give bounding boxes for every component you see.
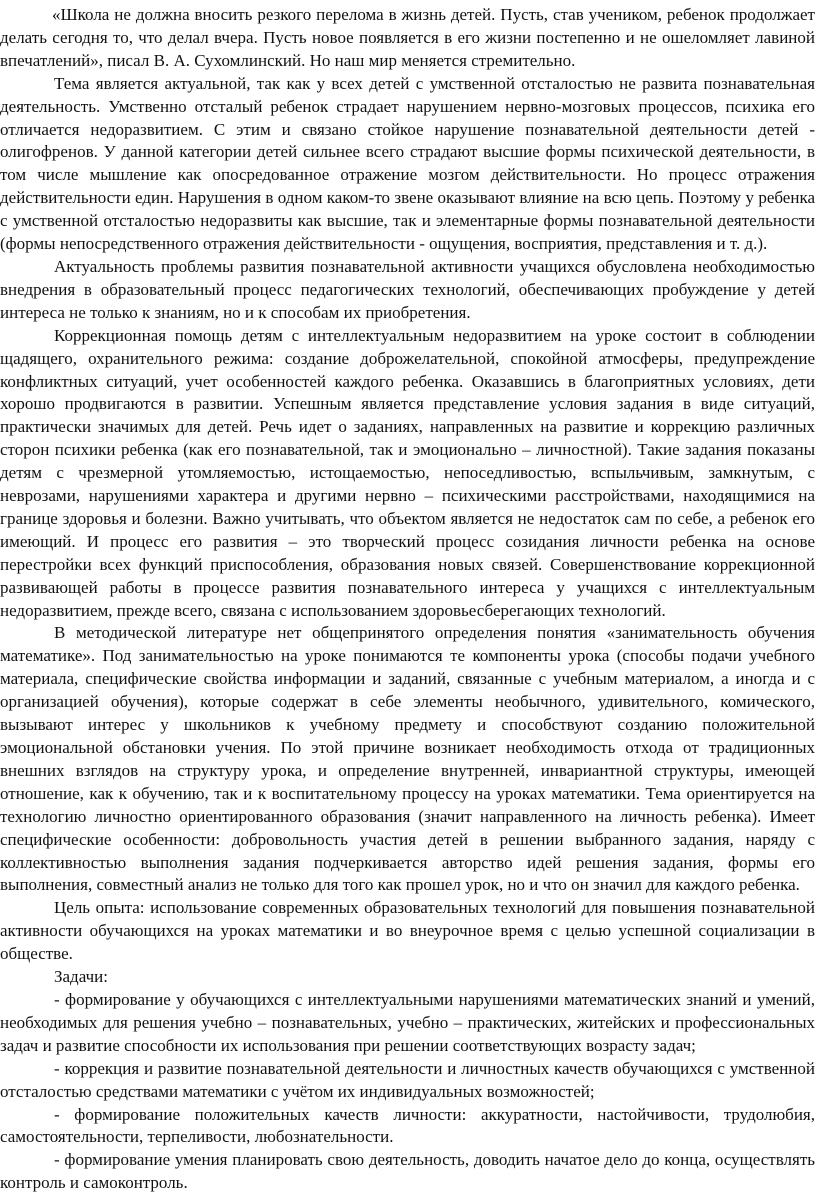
task-item: - коррекция и развитие познавательной деятельности и личностных качеств обучающихся с умственной отсталостью средствами математики с учётом их индивидуальных возможностей; [0,1058,815,1101]
paragraph-topic-relevance: Тема является актуальной, так как у всех детей с умственной отсталостью не развита познавательная деятельность. Умственно отсталый ребенок страдает нарушением нервно-мозговых процессов, психика его отличается недоразвитием. С этим и связано стойкое нарушение познавательной деятельности детей - олигофренов. У данной категории детей сильнее всего страдают высшие формы психической деятельности, в том числе мышление как опосредованное отражение мозгом действительности. Но процесс отражения действительности един. Нарушения в одном каком-то звене оказывают влияние на всю цепь. Поэтому у ребенка с умственной отсталостью недоразвиты как высшие, так и элементарные формы познавательной деятельности (формы непосредственного отражения действительности - ощущения, восприятия, представления и т. д.). [0,73,815,254]
paragraph-correctional-help: Коррекционная помощь детям с интеллектуальным недоразвитием на уроке состоит в соблюдении щадящего, охранительного режима: создание доброжелательной, спокойной атмосферы, предупреждение конфликтных ситуаций, учет особенностей каждого ребенка. Оказавшись в благоприятных условиях, дети хорошо продвигаются в развитии. Успешным является представление условия задания в виде ситуаций, практически значимых для детей. Речь идет о заданиях, направленных на развитие и коррекцию различных сторон психики ребенка (как его познавательной, так и эмоционально – личностной). Такие задания показаны детям с чрезмерной утомляемостью, истощаемостью, непоседливостью, вспыльчивым, замкнутым, с неврозами, нарушениями характера и другими нервно – психическими расстройствами, находящимися на границе здоровья и болезни. Важно учитывать, что объектом является не недостаток сам по себе, а ребенок его имеющий. И процесс его развития – это творческий процесс созидания личности ребенка на основе перестройки всех функций приспособления, образования новых связей. Совершенствование коррекционной развивающей работы в процессе развития познавательного интереса у учащихся с интеллектуальным недоразвитием, прежде всего, связана с использованием здоровьесберегающих технологий. [0,325,815,620]
paragraph-entertaining-math: В методической литературе нет общепринятого определения понятия «занимательность обучения математике». Под занимательностью на уроке понимаются те компоненты урока (способы подачи учебного материала, специфические свойства информации и заданий, связанные с учебным материалом, а иногда и с организацией обучения), которые содержат в себе элементы необычного, удивительного, комического, вызывают интерес у школьников к учебному предмету и способствуют созданию положительной эмоциональной обстановки учения. По этой причине возникает необходимость отхода от традиционных внешних взглядов на структуру урока, и определение внутренней, инвариантной структуры, имеющей отношение, как к обучению, так и к воспитательному процессу на уроках математики. Тема ориентируется на технологию личностно ориентированного образования (значит направленного на личность ребенка). Имеет специфические особенности: добровольность участия детей в решении выбранного задания, наряду с коллективностью выполнения задания подчеркивается авторство идей решения задания, формы его выполнения, совместный анализ не только для того как прошел урок, но и что он значил для каждого ребенка. [0,623,815,895]
task-item: - формирование умения планировать свою деятельность, доводить начатое дело до конца, осуществлять контроль и самоконтроль. [0,1150,815,1193]
paragraph-problem-relevance: Актуальность проблемы развития познавательной активности учащихся обусловлена необходимостью внедрения в образовательный процесс педагогических технологий, обеспечивающих пробуждение у детей интереса не только к знаниям, но и к способам их приобретения. [0,256,815,322]
task-item: - формирование положительных качеств личности: аккуратности, настойчивости, трудолюбия, самостоятельности, терпеливости, любознательности. [0,1104,815,1147]
paragraph-quote-sukhomlinsky: «Школа не должна вносить резкого перелома в жизнь детей. Пусть, став учеником, ребенок продолжает делать сегодня то, что делал вчера. Пусть новое появляется в его жизни постепенно и не ошеломляет лавиной впечатлений», писал В. А. Сухомлинский. Но наш мир меняется стремительно. [0,5,815,70]
task-item: - формирование у обучающихся с интеллектуальными нарушениями математических знаний и умений, необходимых для решения учебно – познавательных, учебно – практических, житейских и профессиональных задач и развитие способности их использования при решении соответствующих возрасту задач; [0,989,815,1055]
paragraph-tasks-heading: Задачи: [54,967,108,987]
paragraph-experience-goal: Цель опыта: использование современных образовательных технологий для повышения познавательной активности обучающихся на уроках математики и во внеурочное время с целью успешной социализации в обществе. [0,898,815,964]
